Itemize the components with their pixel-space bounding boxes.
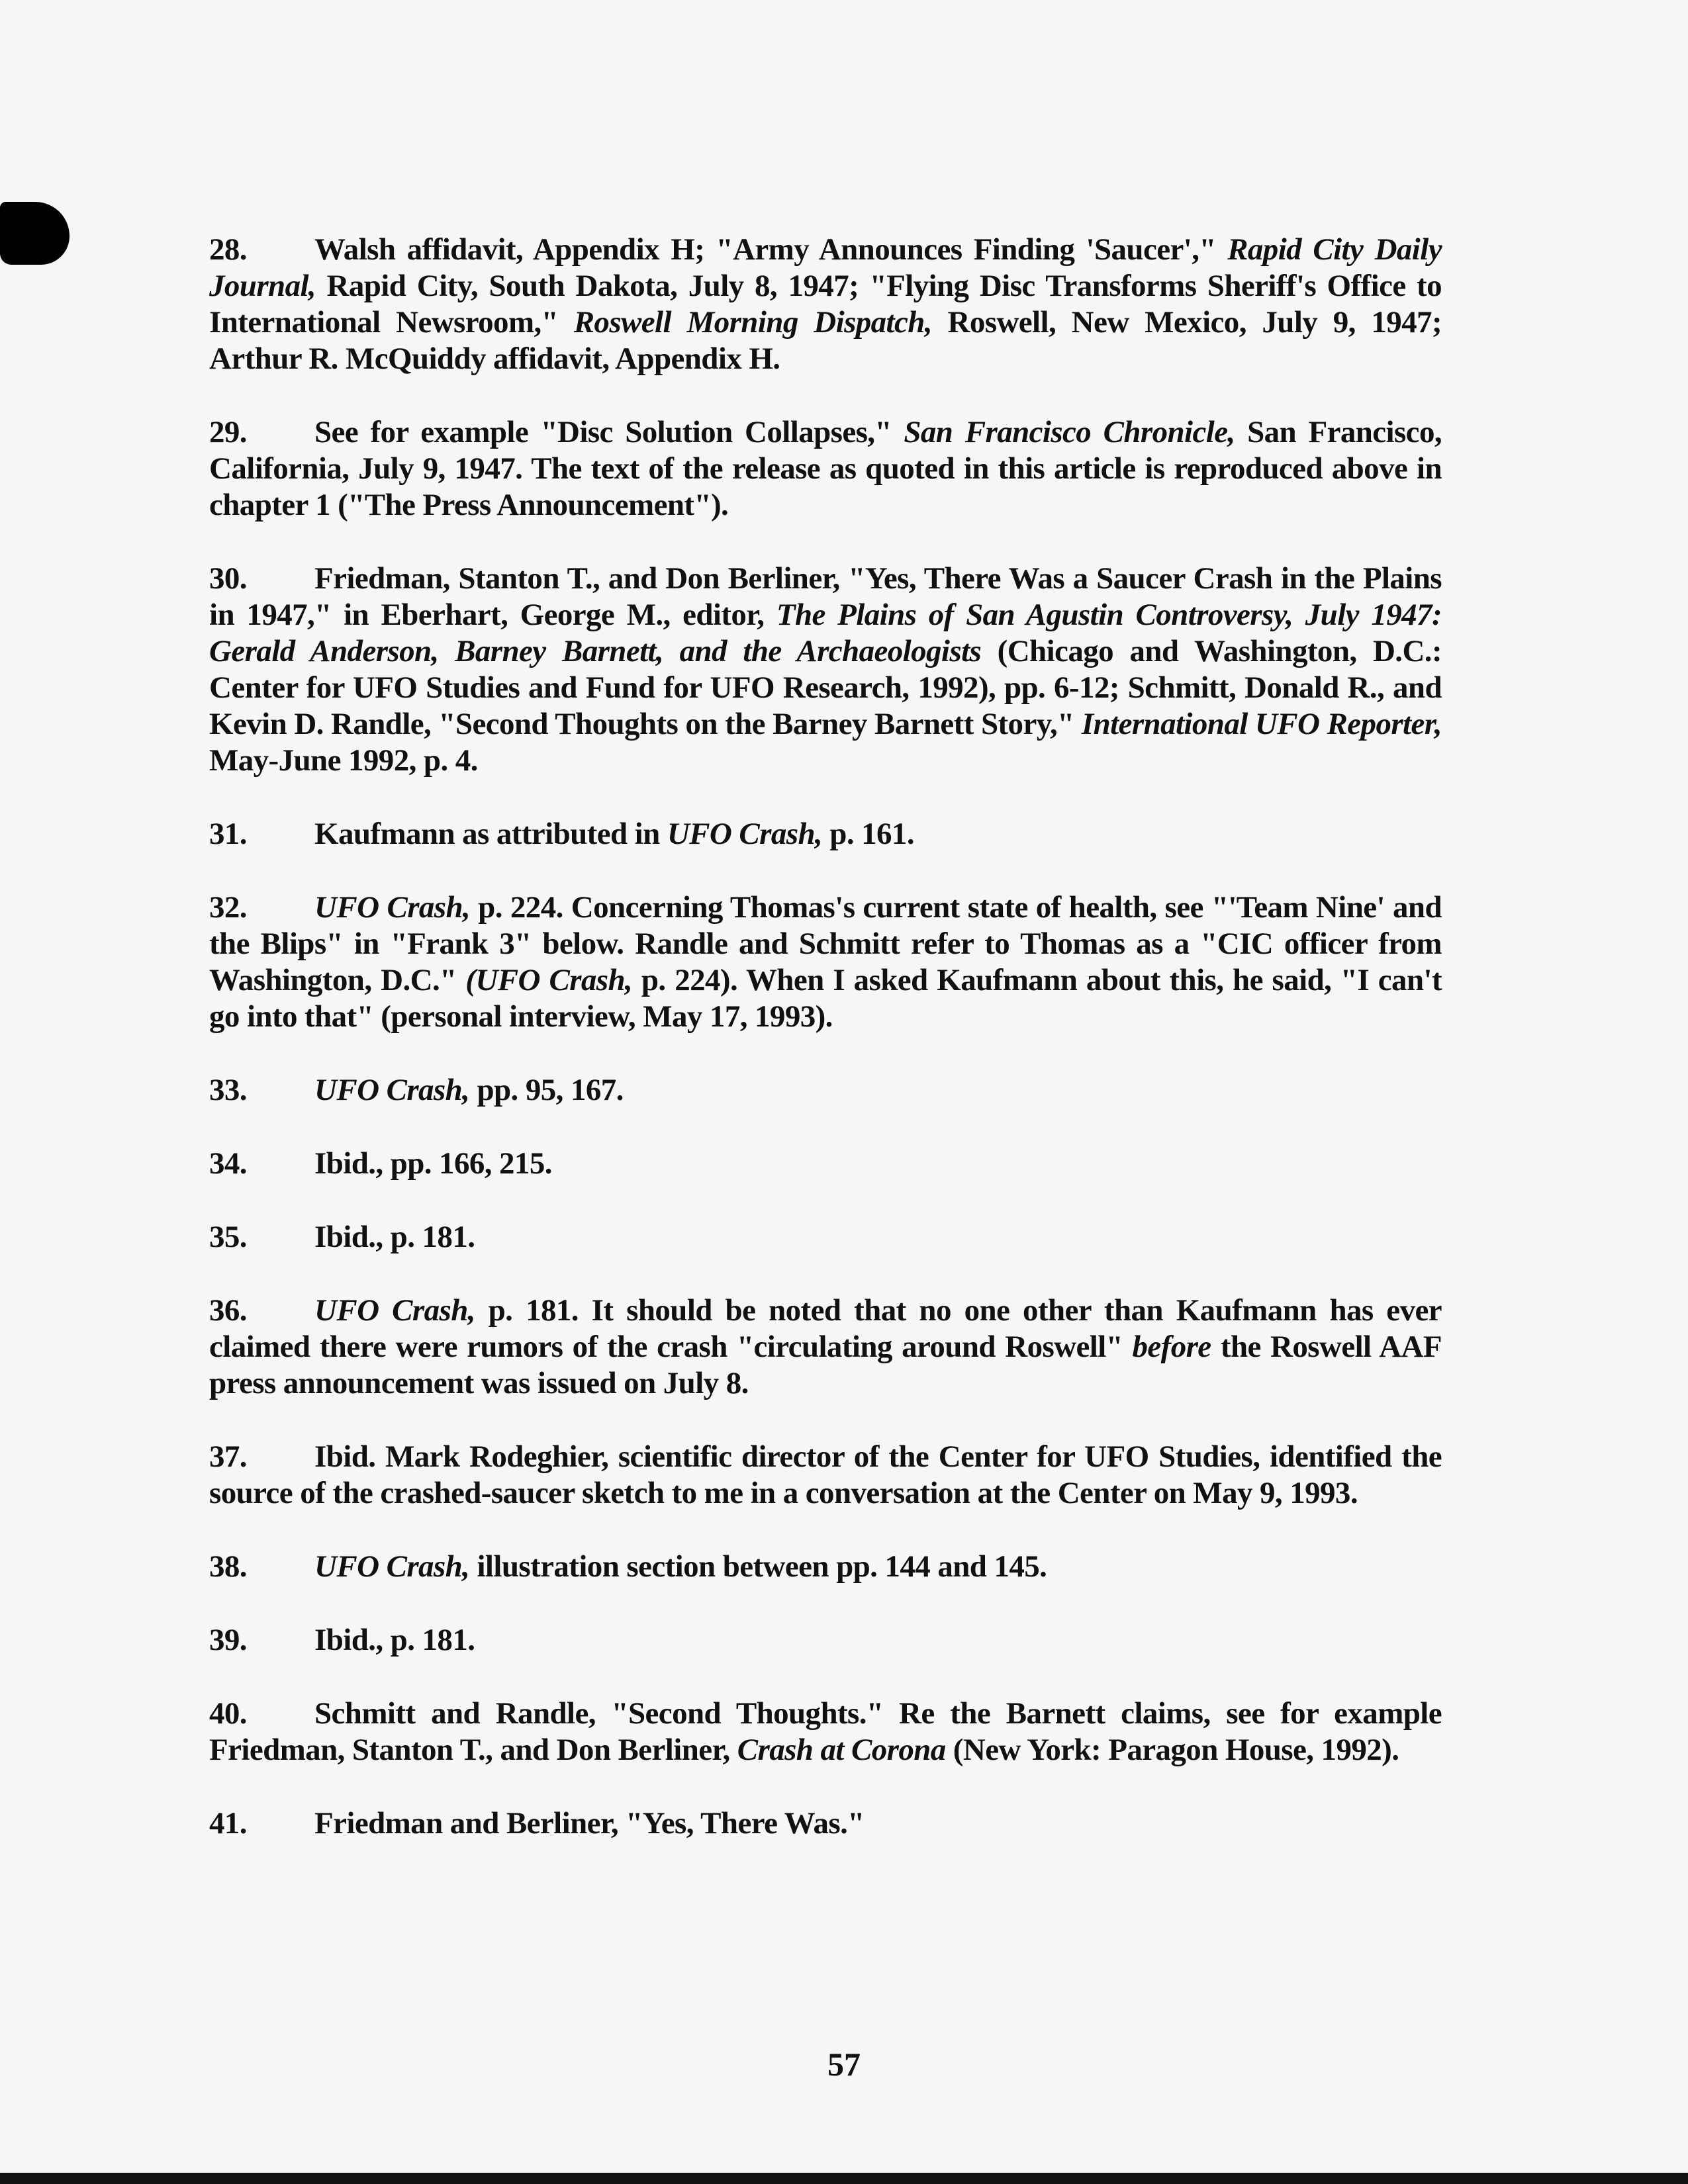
- endnote-text: Friedman, Stanton T., and Don Berliner, "Yes, There Was a Saucer Crash in the Plains in 1947," in Eberhart, George M., editor,: [209, 561, 1442, 632]
- endnotes-list: [209, 232, 1442, 1879]
- endnote-number: 40.: [209, 1696, 247, 1731]
- endnote-text: May-June 1992, p. 4.: [209, 743, 478, 778]
- endnote-text: Ibid., p. 181.: [314, 1623, 475, 1657]
- endnote: [209, 1072, 1442, 1109]
- endnote-italic-title: UFO Crash,: [667, 817, 823, 851]
- endnote-text: Friedman and Berliner, "Yes, There Was.": [314, 1806, 865, 1841]
- scan-artifact-blot: [0, 202, 70, 265]
- endnote-number: 29.: [209, 415, 247, 449]
- endnote-text: p. 161.: [822, 817, 914, 851]
- endnote-italic-title: UFO Crash,: [314, 1293, 475, 1328]
- endnote-text: Kaufmann as attributed in: [314, 817, 667, 851]
- endnote-number: 30.: [209, 561, 247, 596]
- endnote-number: 32.: [209, 890, 247, 925]
- endnote-text: Ibid. Mark Rodeghier, scientific director of the Center for UFO Studies, identified the source of the crashed-saucer sketch to me in a conversation at the Center on May 9, 1993.: [209, 1439, 1442, 1510]
- endnote: [209, 1439, 1442, 1512]
- endnote-text: p. 181. It should be noted that no one other than Kaufmann has ever claimed there were rumors of the crash "circulating around Roswell": [209, 1293, 1442, 1364]
- endnote-text: p. 224). When I asked Kaufmann about this, he said, "I can't go into that" (personal interview, May 17, 1993).: [209, 963, 1442, 1034]
- endnote: [209, 1622, 1442, 1659]
- endnote-number: 34.: [209, 1146, 247, 1181]
- endnote-italic-title: (UFO Crash,: [465, 963, 633, 997]
- endnote-italic-title: San Francisco Chronicle,: [904, 415, 1235, 449]
- endnote-number: 31.: [209, 817, 247, 851]
- endnote-italic-title: UFO Crash,: [314, 890, 471, 925]
- endnote-number: 33.: [209, 1073, 247, 1107]
- endnote: [209, 1293, 1442, 1402]
- endnote: [209, 232, 1442, 377]
- endnote-number: 38.: [209, 1549, 247, 1584]
- endnote: [209, 1805, 1442, 1842]
- endnote-italic-title: UFO Crash,: [314, 1549, 470, 1584]
- endnote-number: 28.: [209, 232, 247, 267]
- page-number: 57: [827, 2046, 861, 2083]
- endnote-text: p. 224. Concerning Thomas's current state of health, see "'Team Nine' and the Blips" in "Frank 3" below. Randle and Schmitt refer to Thomas as a "CIC officer from Washington, D.C.": [209, 890, 1442, 997]
- scan-bottom-edge: [0, 2173, 1688, 2184]
- endnote-text: the Roswell AAF press announcement was issued on July 8.: [209, 1330, 1442, 1400]
- endnote-italic-title: International UFO Reporter,: [1081, 707, 1442, 741]
- endnote-number: 39.: [209, 1623, 247, 1657]
- endnote-text: See for example "Disc Solution Collapses,": [314, 415, 904, 449]
- endnote: [209, 1219, 1442, 1255]
- endnote-text: Rapid City, South Dakota, July 8, 1947; "Flying Disc Transforms Sheriff's Office to International Newsroom,": [209, 269, 1442, 340]
- endnote: [209, 1549, 1442, 1585]
- endnote-italic-title: Crash at Corona: [737, 1733, 946, 1767]
- endnote: [209, 816, 1442, 852]
- endnote-text: (Chicago and Washington, D.C.: Center for UFO Studies and Fund for UFO Research, 1992), pp. 6-12; Schmitt, Donald R., and Kevin D. Randle, "Second Thoughts on the Barney Barnett Story,": [209, 634, 1442, 741]
- endnote: [209, 889, 1442, 1035]
- endnote: [209, 1696, 1442, 1768]
- endnote-text: Schmitt and Randle, "Second Thoughts." Re the Barnett claims, see for example Friedman, Stanton T., and Don Berliner,: [209, 1696, 1442, 1767]
- endnote-italic-title: before: [1132, 1330, 1211, 1364]
- endnote-italic-title: Rapid City Daily Journal,: [209, 232, 1442, 303]
- endnote: [209, 1146, 1442, 1182]
- endnote: [209, 561, 1442, 779]
- endnote-text: pp. 95, 167.: [469, 1073, 624, 1107]
- endnote-italic-title: Roswell Morning Dispatch,: [573, 305, 932, 340]
- endnote-italic-title: UFO Crash,: [314, 1073, 470, 1107]
- endnote-text: Roswell, New Mexico, July 9, 1947; Arthur R. McQuiddy affidavit, Appendix H.: [209, 305, 1442, 376]
- endnote-number: 37.: [209, 1439, 247, 1474]
- endnote-text: Ibid., p. 181.: [314, 1220, 475, 1254]
- endnote: [209, 414, 1442, 523]
- endnote-number: 41.: [209, 1806, 247, 1841]
- endnote-text: illustration section between pp. 144 and 145.: [469, 1549, 1047, 1584]
- endnote-text: Ibid., pp. 166, 215.: [314, 1146, 552, 1181]
- endnote-italic-title: The Plains of San Agustin Controversy, July 1947: Gerald Anderson, Barney Barnett, and the Archaeologists: [209, 598, 1442, 668]
- endnote-text: Walsh affidavit, Appendix H; "Army Announces Finding 'Saucer',": [314, 232, 1228, 267]
- endnote-number: 36.: [209, 1293, 247, 1328]
- endnote-text: (New York: Paragon House, 1992).: [945, 1733, 1399, 1767]
- endnote-text: San Francisco, California, July 9, 1947. The text of the release as quoted in this article is reproduced above in chapter 1 ("The Press Announcement").: [209, 415, 1442, 522]
- endnote-number: 35.: [209, 1220, 247, 1254]
